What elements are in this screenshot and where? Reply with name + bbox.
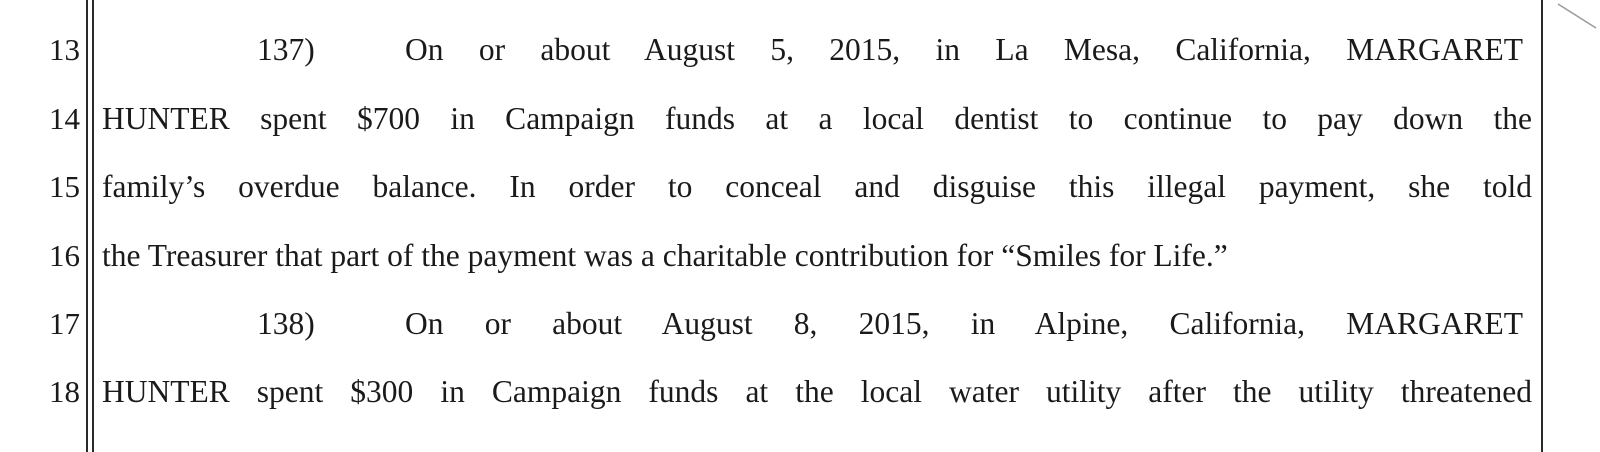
paragraph-number: 137)	[257, 32, 315, 67]
line-number: 14	[49, 101, 80, 136]
left-margin-rule-outer	[86, 0, 88, 452]
right-margin-rule	[1541, 0, 1543, 452]
paragraph-number: 138)	[257, 306, 315, 341]
text-line-15: family’s overdue balance. In order to conceal and disguise this illegal payment, she told	[102, 169, 1532, 204]
left-margin-rule-inner	[92, 0, 94, 452]
line-number: 13	[49, 32, 80, 67]
line-number: 18	[49, 374, 80, 409]
line-number: 15	[49, 169, 80, 204]
text-line-16: the Treasurer that part of the payment was a charitable contribution for “Smiles for Life.”	[102, 238, 1228, 273]
line-text: On or about August 5, 2015, in La Mesa, California, MARGARET	[405, 32, 1523, 67]
paragraph-138-first-line	[102, 304, 1532, 344]
line-number: 17	[49, 306, 80, 341]
line-number: 16	[49, 238, 80, 273]
line-text: On or about August 8, 2015, in Alpine, California, MARGARET	[405, 306, 1523, 341]
corner-fold-mark	[1556, 0, 1600, 30]
text-line-18: HUNTER spent $300 in Campaign funds at the local water utility after the utility threatened	[102, 374, 1532, 409]
paragraph-137-first-line	[102, 30, 1532, 70]
text-line-14: HUNTER spent $700 in Campaign funds at a local dentist to continue to pay down the	[102, 101, 1532, 136]
